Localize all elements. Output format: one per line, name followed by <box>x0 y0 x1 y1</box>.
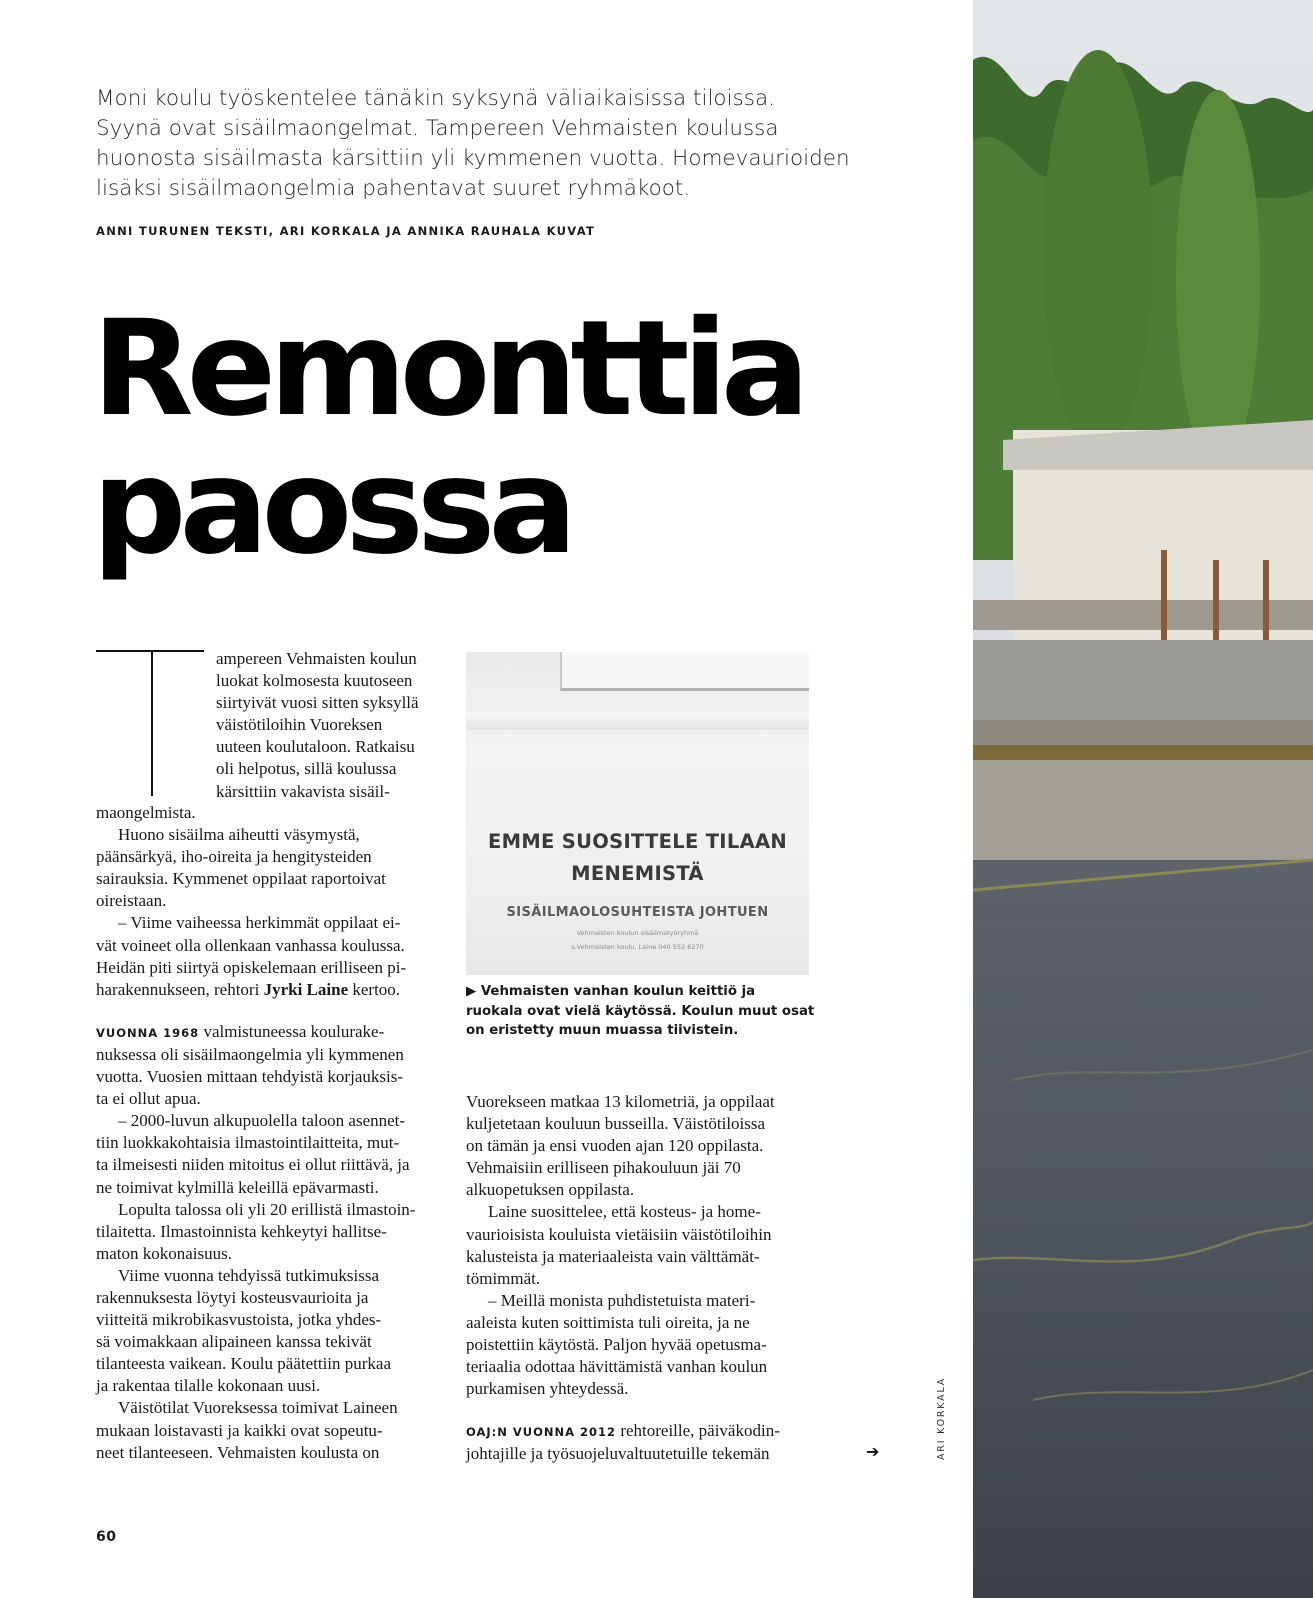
text-line <box>96 979 456 1001</box>
text-line: on tämän ja ensi vuoden ajan 120 oppilasta. <box>466 1136 764 1156</box>
text-line: Väistötilat Vuoreksessa toimivat Laineen <box>118 1398 398 1418</box>
section-lead-in: OAJ:N VUONNA 2012 <box>466 1425 617 1440</box>
text-line: ta ei ollut apua. <box>96 1089 201 1109</box>
sign-text-line: MENEMISTÄ <box>571 862 704 885</box>
text-line: Vehmaisiin erilliseen pihakouluun jäi 70 <box>466 1158 741 1178</box>
sign-small-text: s.Vehmaisten koulu, Laine 040 552 6270 <box>571 943 704 951</box>
text-line: vaurioisista kouluista vietäisiin väistötiloihin <box>466 1224 772 1244</box>
drop-cap-t-stem <box>151 650 153 796</box>
text-line: – Viime vaiheessa herkimmät oppilaat ei- <box>118 913 401 933</box>
text-line: kärsittiin vakavista sisäil- <box>216 781 390 801</box>
article-column-1 <box>96 802 456 1464</box>
text-line: Laine suosittelee, että kosteus- ja home- <box>488 1202 761 1222</box>
drop-cap-t-bar <box>96 650 204 652</box>
text-run: rehtoreille, päiväkodin- <box>616 1421 780 1441</box>
text-line: uuteen koulutaloon. Ratkaisu <box>216 737 415 757</box>
person-name: Jyrki Laine <box>263 979 349 999</box>
text-line: johtajille ja työsuojeluvaltuutetuille tekemän <box>466 1444 770 1464</box>
text-line: tömimmät. <box>466 1268 541 1288</box>
lead-line: huonosta sisäilmasta kärsittiin yli kymmenen vuotta. Homevaurioiden <box>96 146 850 171</box>
page-number: 60 <box>96 1529 117 1545</box>
text-line: nuksessa oli sisäilmaongelmia yli kymmenen <box>96 1044 404 1064</box>
text-line: kalusteista ja materiaaleista vain välttämät- <box>466 1246 760 1266</box>
text-run: valmistuneessa koulurake- <box>199 1021 385 1041</box>
text-line: tilanteesta vaikean. Koulu päätettiin purkaa <box>96 1354 392 1374</box>
text-line: Viime vuonna tehdyissä tutkimuksissa <box>118 1265 380 1285</box>
text-line: viitteitä mikrobikasvustoista, jotka yhdes- <box>96 1310 382 1330</box>
lead-line: lisäksi sisäilmaongelmia pahentavat suuret ryhmäkoot. <box>96 176 691 201</box>
text-line: neet tilanteeseen. Vehmaisten koulusta on <box>96 1442 380 1462</box>
text-run: harakennukseen, rehtori <box>96 979 264 999</box>
caption-line: ruokala ovat vielä käytössä. Koulun muut osat <box>466 1003 815 1019</box>
text-line: rakennuksesta löytyi kosteusvaurioita ja <box>96 1287 369 1307</box>
sign-text-line: EMME SUOSITTELE TILAAN <box>488 830 787 853</box>
text-line: vuotta. Vuosien mittaan tehdyistä korjauksis- <box>96 1067 403 1087</box>
text-line: ta ilmeisesti niiden mitoitus ei ollut riittävä, ja <box>96 1155 410 1175</box>
lead-paragraph <box>96 84 850 204</box>
warning-sign-photo <box>466 652 809 975</box>
paper-edge <box>560 652 809 691</box>
text-line: päänsärkyä, iho-oireita ja hengitysteiden <box>96 847 372 867</box>
caption-line: on eristetty muun muassa tiivistein. <box>466 1023 739 1038</box>
text-line: alkuopetuksen oppilasta. <box>466 1180 635 1200</box>
text-line: ampereen Vehmaisten koulun <box>216 649 417 668</box>
paper-fold <box>466 712 809 730</box>
photo-credit: ARI KORKALA <box>936 1376 947 1460</box>
text-line: Lopulta talossa oli yli 20 erillistä ilmastoin- <box>118 1199 416 1219</box>
text-line: maongelmista. <box>96 803 196 822</box>
caption-line <box>466 982 826 1002</box>
text-run: Vehmaisten vanhan koulun keittiö ja <box>476 984 756 999</box>
text-line: purkamisen yhteydessä. <box>466 1379 629 1399</box>
sign-subtext: SISÄILMAOLOSUHTEISTA JOHTUEN <box>506 905 769 920</box>
text-line: sairauksia. Kymmenet oppilaat raportoivat <box>96 869 386 889</box>
text-line: siirtyivät vuosi sitten syksyllä <box>216 693 419 713</box>
text-line: – 2000-luvun alkupuolella taloon asennet- <box>118 1111 406 1131</box>
text-line: Huono sisäilma aiheutti väsymystä, <box>118 825 360 845</box>
text-line: oireistaan. <box>96 891 167 911</box>
headline-line: Remonttia <box>92 292 803 446</box>
text-line: sä voimakkaan alipaineen kanssa tekivät <box>96 1332 372 1352</box>
text-line: Heidän piti siirtyä opiskelemaan erilliseen pi- <box>96 957 407 977</box>
text-line: aaleista kuten soittimista tuli oireita, ja ne <box>466 1312 750 1332</box>
byline: ANNI TURUNEN TEKSTI, ARI KORKALA JA ANNIKA RAUHALA KUVAT <box>96 224 596 238</box>
text-line: luokat kolmosesta kuutoseen <box>216 671 413 691</box>
column1-opening <box>216 648 456 803</box>
caption-marker-icon: ▶ <box>466 984 477 999</box>
text-line: poistettiin käytöstä. Paljon hyvää opetusma- <box>466 1335 767 1355</box>
text-line: ja rakentaa tilalle kokonaan uusi. <box>96 1376 321 1396</box>
text-line: – Meillä monista puhdistetuista materi- <box>488 1290 756 1310</box>
text-line: teriaalia odottaa hävittämistä vanhan koulun <box>466 1357 768 1377</box>
lead-line: Moni koulu työskentelee tänäkin syksynä väliaikaisissa tiloissa. <box>96 86 775 111</box>
text-line: vät voineet olla ollenkaan vanhassa koulussa. <box>96 935 405 955</box>
text-line: kuljetetaan kouluun busseilla. Väistötiloissa <box>466 1114 766 1134</box>
text-line: oli helpotus, sillä koulussa <box>216 759 397 779</box>
text-line: mukaan loistavasti ja kaikki ovat sopeutu- <box>96 1420 383 1440</box>
text-line: väistötiloihin Vuoreksen <box>216 715 383 735</box>
photo-caption <box>466 982 826 1041</box>
text-line: Vuorekseen matkaa 13 kilometriä, ja oppilaat <box>466 1092 775 1111</box>
text-run: kertoo. <box>348 979 401 999</box>
school-yard-photo <box>973 0 1313 1598</box>
sign-small-text: Vehmaisten koulun sisäilmatyöryhmä <box>576 929 699 937</box>
text-line: tilaitetta. Ilmastoinnista kehkeytyi hallitse- <box>96 1221 387 1241</box>
text-line <box>96 1021 456 1044</box>
text-line: maton kokonaisuus. <box>96 1243 232 1263</box>
article-column-2 <box>466 1091 826 1466</box>
section-lead-in: VUONNA 1968 <box>96 1025 200 1040</box>
continue-arrow-icon: ➔ <box>866 1442 880 1461</box>
lead-line: Syynä ovat sisäilmaongelmat. Tampereen Vehmaisten koulussa <box>96 116 779 141</box>
text-line <box>466 1420 826 1443</box>
text-line: tiin luokkakohtaisia ilmastointilaitteita, mut- <box>96 1133 400 1153</box>
headline-line: paossa <box>92 430 571 584</box>
text-line: ne toimivat kylmillä keleillä epävarmasti. <box>96 1177 379 1197</box>
headline <box>92 292 892 584</box>
